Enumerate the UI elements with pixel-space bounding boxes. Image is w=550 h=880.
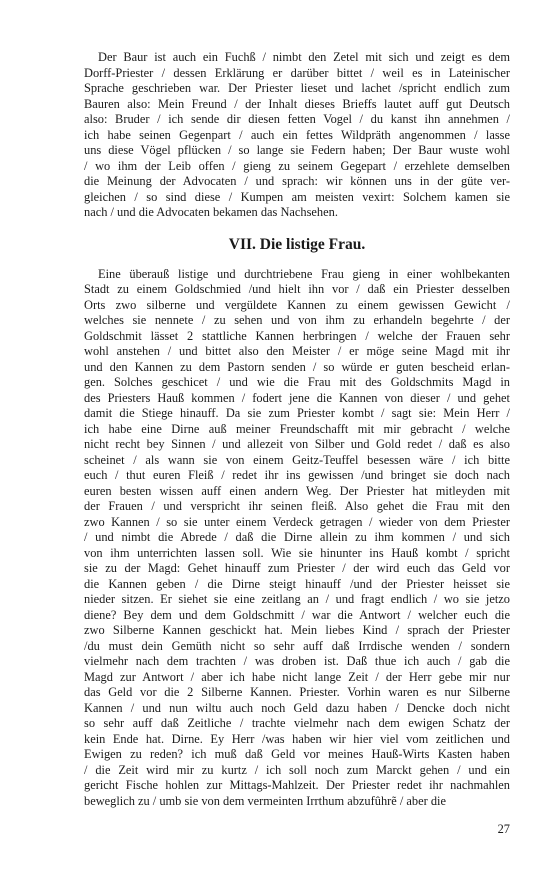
text-line: die Kannen geben / die Dirne steigt hinauff /und der Priester heisset sie — [84, 576, 510, 591]
text-line: euren besten wissen auff einen andern Weg. Der Priester hat mitleyden mit — [84, 483, 510, 498]
text-line: und den Kannen zu dem Pastorn senden / so würde er guten bescheid erlan- — [84, 359, 510, 374]
text-line: zwo Silberne Kannen geschickt hat. Mein liebes Kind / sprach der Priester — [84, 623, 510, 637]
text-line: Orts zwo silberne und vergüldete Kannen zu einem gewissen Gewicht / — [84, 297, 510, 312]
paragraph-2 — [84, 267, 510, 810]
text-line: Goldschmit lässet 2 stattliche Kannen herbringen / welche der Frauen sehr — [84, 328, 510, 343]
text-line: diene? Bey dem und dem Goldschmitt / war die Antwort / welcher euch die — [84, 607, 510, 622]
text-line: von ihm unterrichten lassen soll. Wie sie hinunter ins Hauß kombt / spricht — [84, 545, 510, 560]
text-line: Ewigen zu reden? ich muß daß Geld vor meines Hauß-Wirts Kasten haben — [84, 747, 510, 761]
text-line: /du must dein Gemüth nicht so sehr auff daß Irrdische wenden / sondern — [84, 638, 510, 653]
text-line: Magd zur Antwort / aber ich habe nicht lange Zeit / der Herr gebe mir nur — [84, 669, 510, 684]
text-line: damit die Stiege hinauff. Da sie zum Priester kombt / sagt sie: Mein Herr / — [84, 406, 510, 420]
text-line: nieder sitzen. Er siehet sie eine zeitlang an / und fragt endlich / wo sie jetzo — [84, 592, 510, 606]
text-line: scheinet / als wann sie von einem Geitz-Teuffel besessen wäre / ich bitte — [84, 452, 510, 467]
chapter-heading: VII. Die listige Frau. — [228, 235, 366, 253]
book-page — [84, 50, 510, 809]
text-line: ich habe eine Dirne auß meiner Freundschafft mit mir gebracht / welche — [84, 421, 510, 436]
text-line: zwo Kannen / so sie unter einem Verdeck getragen / wieder von dem Priester — [84, 514, 510, 529]
text-line: kein Ende hat. Dirne. Ey Herr /was haben wir hier viel vom zeitlichen und — [84, 731, 510, 746]
text-line: so sehr auff daß Zeitliche / trachte vielmehr nach dem ewigen Schatz der — [84, 716, 510, 730]
page-number: 27 — [497, 822, 510, 836]
paragraph-1 — [84, 50, 510, 221]
text-line: sie zu der Magd: Gehet hinauff zum Priester / der wird euch das Geld vor — [84, 561, 510, 575]
text-line: Der Baur ist auch ein Fuchß / nimbt den Zetel mit sich und zeigt es dem — [98, 50, 510, 64]
text-line: Kannen / und nun wiltu auch noch Geld dazu haben / Dencke doch nicht — [84, 700, 510, 715]
text-line: vielmehr nach dem trachten / was droben ist. Daß thue ich auch / gab die — [84, 654, 510, 668]
text-line: nicht recht bey Sinnen / und allezeit von Silber und Gold redet / daß es also — [84, 437, 510, 451]
text-line: uns diese Vögel pflücken / so lange sie Federn haben; Der Baur wuste wohl — [84, 143, 510, 157]
text-line: des Priesters Hauß kommen / fodert jene die Kannen von dieser / und gehet — [84, 390, 510, 405]
text-line: die Meinung der Advocaten / und sprach: wir können uns in der güte ver- — [84, 174, 510, 188]
text-line: Eine überauß listige und durchtriebene Frau gieng in einer wohlbekanten — [98, 266, 510, 281]
text-line: gleichen / so sind diese / Kumpen am meisten vexirt: Solchem kamen sie — [84, 189, 510, 204]
text-line: nach / und die Advocaten bekamen das Nachsehen. — [84, 205, 338, 219]
text-line: / die Zeit wird mir zu kurtz / ich soll noch zum Marckt gehen / und ein — [84, 762, 510, 777]
text-line: also: Bruder / ich sende dir diesen fetten Vogel / du kanst ihn annehmen / — [84, 112, 510, 126]
text-line: euch / thut euren Fleiß / redet ihr ins gewissen /und bringet sie doch nach — [84, 468, 510, 482]
text-line: ich habe seinen Gegenpart / auch ein fettes Wildpräth angenommen / lasse — [84, 127, 510, 142]
text-line: wohl anstehen / und bittet also den Meister / er möge seine Magd mit ihr — [84, 344, 510, 358]
text-line: gericht Fische hohlen zur Mittags-Mahlzeit. Der Priester redet ihr nachmahlen — [84, 778, 510, 792]
text-line: beweglich zu / umb sie von dem vermeinten Irrthum abzufûhrẽ / aber die — [84, 793, 446, 808]
text-line: Dorff-Priester / dessen Erklärung er darüber bittet / weil es in Lateinischer — [84, 65, 510, 80]
text-line: welches sie nennete / zu sehen und von ihm zu erhandeln begehrte / der — [84, 313, 510, 327]
text-line: / wo ihm der Leib offen / gieng zu seinem Gegepart / erzehlete demselben — [84, 158, 510, 173]
text-line: gen. Solches geschicet / und wie die Frau mit des Goldschmits Magd in — [84, 375, 510, 389]
text-line: Stadt zu einem Goldschmied /und hielt ihn vor / daß ein Priester desselben — [84, 282, 510, 296]
text-line: das Geld vor die 2 Silberne Kannen. Priester. Vorhin waren es nur Silberne — [84, 685, 510, 699]
text-line: Sprache geschrieben war. Der Priester lieset und lachet /spricht endlich zum — [84, 81, 510, 95]
text-line: / und nimbt die Abrede / daß die Dirne allein zu ihm kommen / und sich — [84, 530, 510, 544]
text-line: Bauren also: Mein Freund / der Inhalt dieses Brieffs lautet auff gut Deutsch — [84, 96, 510, 111]
text-line: der Frauen / und verspricht ihr seinen fleiß. Also gehet die Frau mit den — [84, 499, 510, 513]
